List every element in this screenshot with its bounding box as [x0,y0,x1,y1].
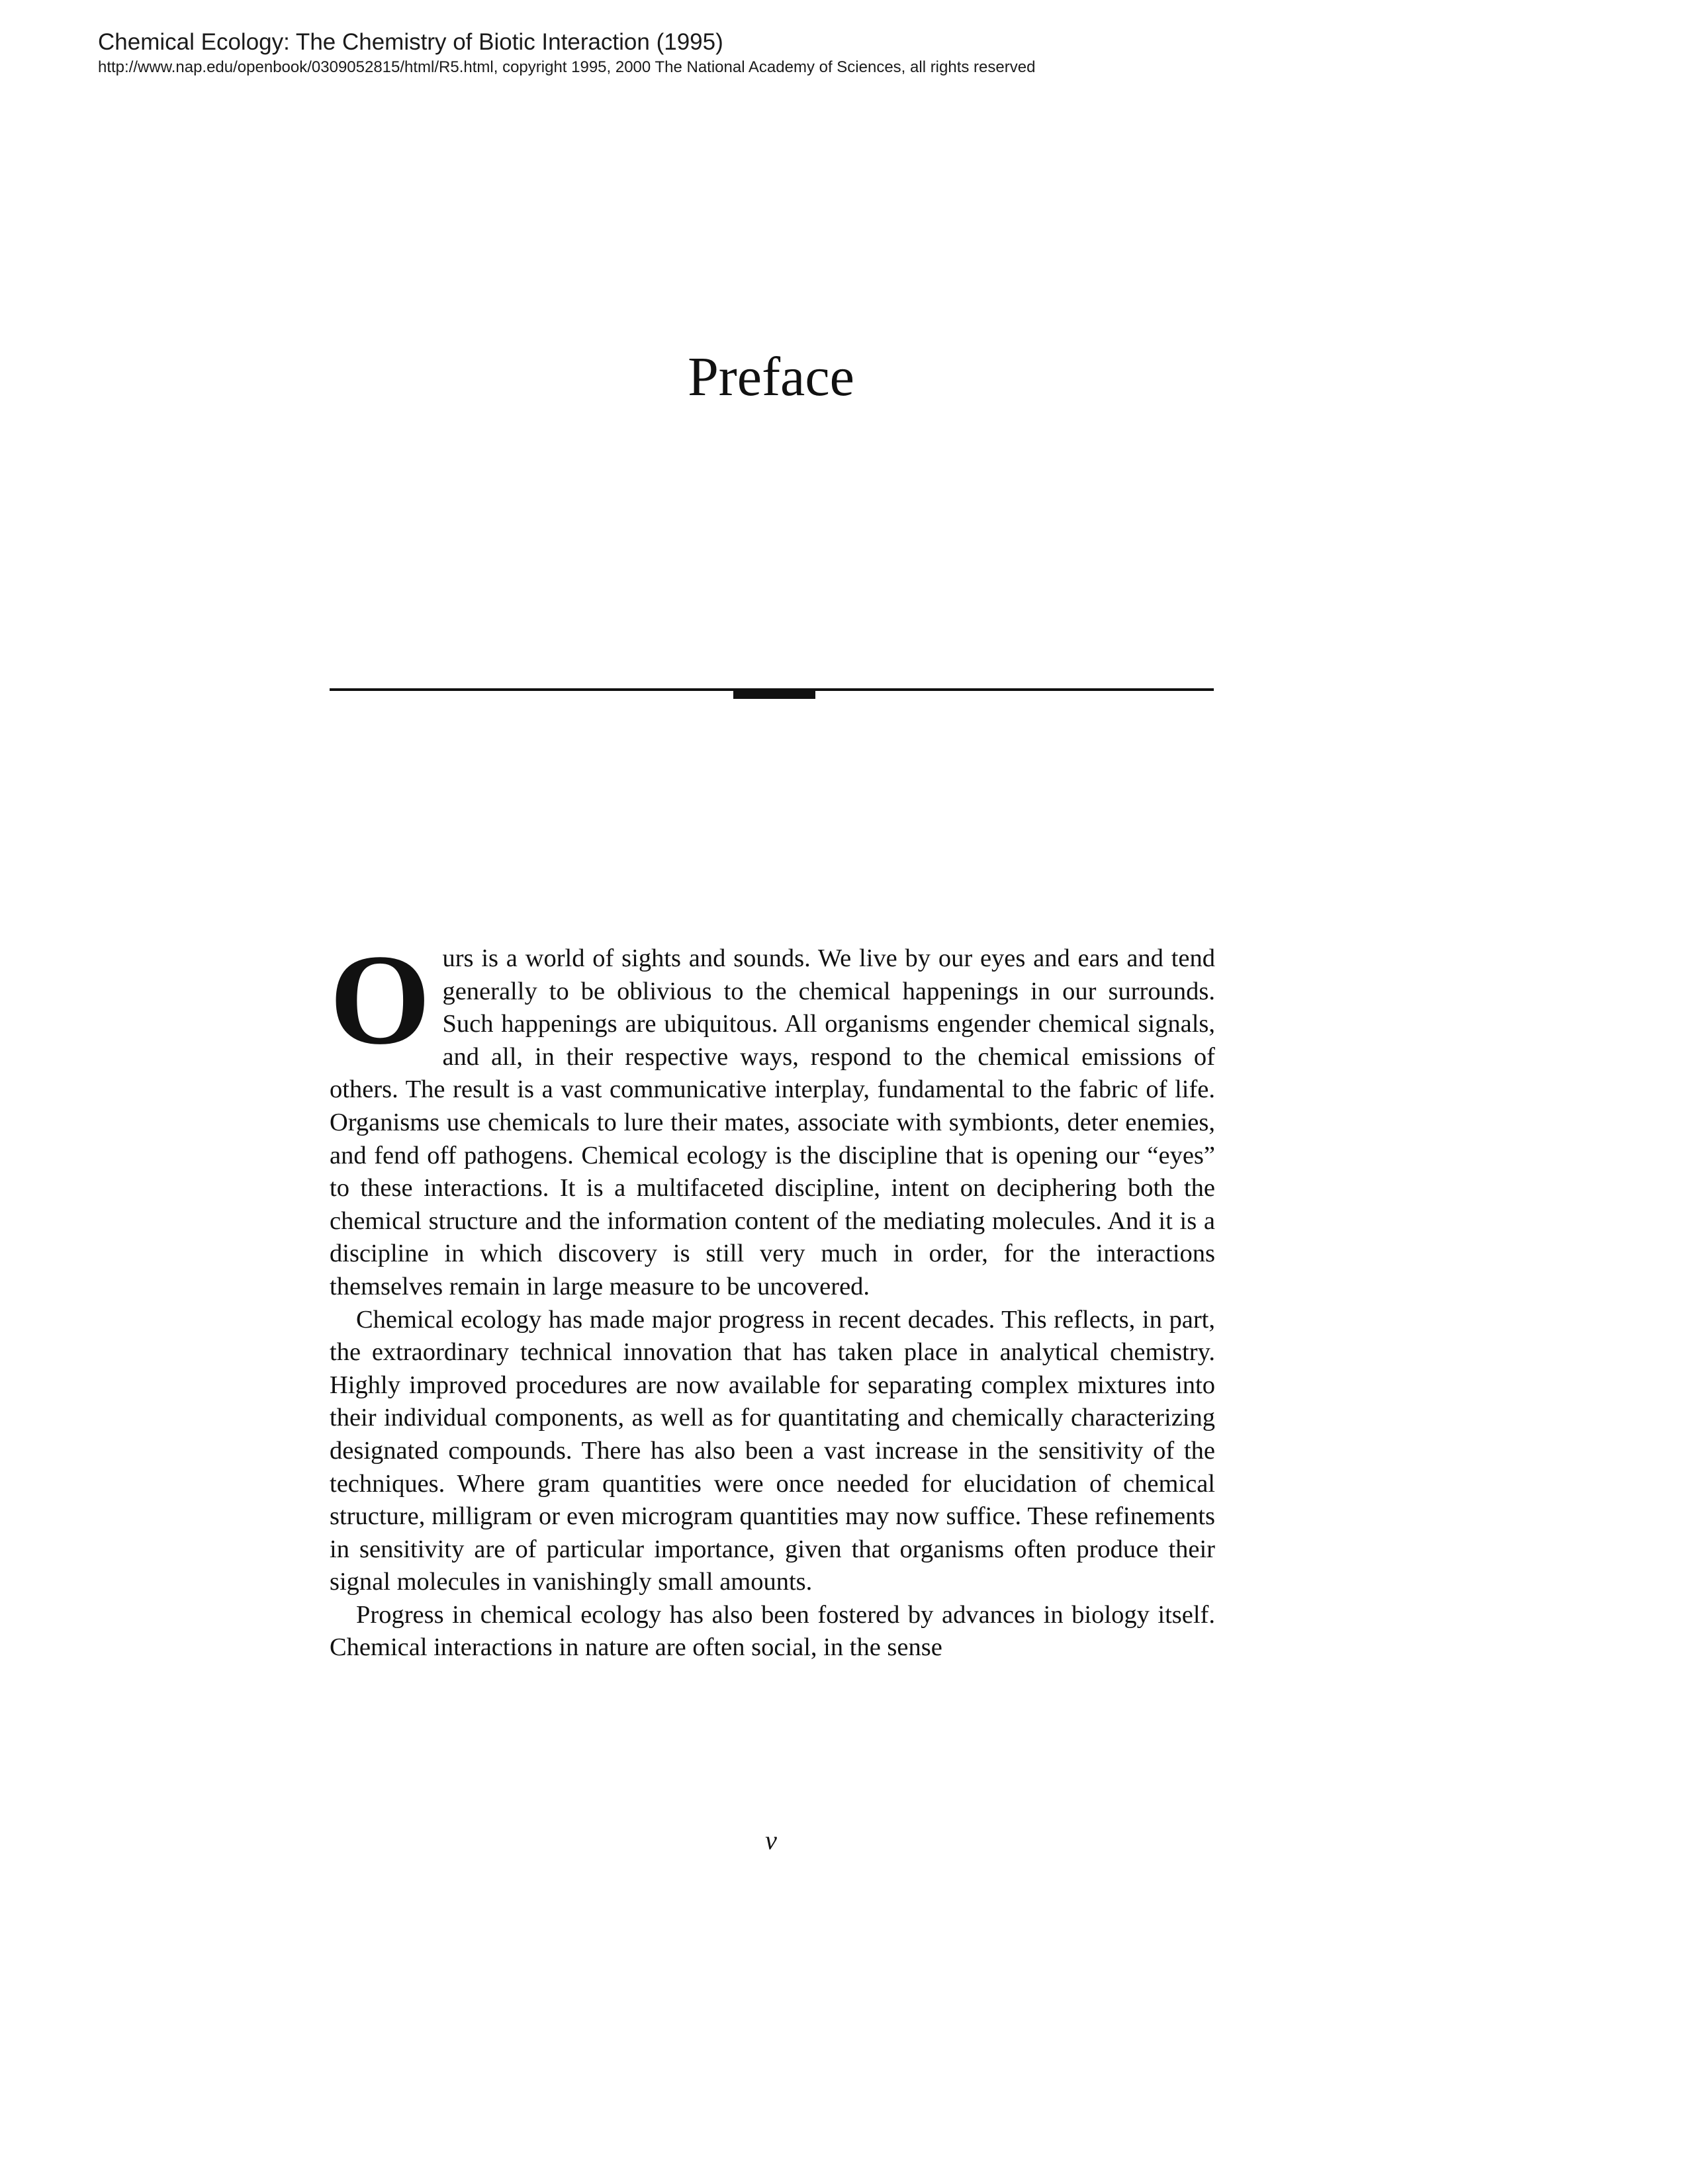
source-header [98,28,1035,78]
drop-cap: O [330,928,431,1071]
divider-center-mark [733,688,815,699]
paragraph-3: Progress in chemical ecology has also been fostered by advances in biology itself. Chemical interactions in nature are often social, in the sense [330,1600,1215,1662]
paragraph-1 [330,928,1215,1304]
page-number: v [765,1825,777,1855]
paragraph-1-text: urs is a world of sights and sounds. We live by our eyes and ears and tend generally to be oblivious to the chemical happenings in our surrounds. Such happenings are ubiquitous. All organisms engender chemical signals, and all, in their respective ways, respond to the chemical emissions of others. The result is a vast communicative interplay, fundamental to the fabric of life. Organisms use chemicals to lure their mates, associate with symbionts, deter enemies, and fend off pathogens. Chemical ecology is the discipline that is opening our “eyes” to these interactions. It is a multifaceted discipline, intent on deciphering both the chemical structure and the information content of the mediating molecules. And it is a discipline in which discovery is still very much in order, for the interactions themselves remain in large measure to be uncovered. [330,944,1215,1300]
book-title-line: Chemical Ecology: The Chemistry of Biotic Interaction (1995) [98,29,723,55]
paragraph-2: Chemical ecology has made major progress in recent decades. This reflects, in part, the extraordinary technical innovation that has taken place in analytical chemistry. Highly improved procedures are now available for separating complex mixtures into their individual components, as well as for quantitating and chemically characterizing designated compounds. There has also been a vast increase in the sensitivity of the techniques. Where gram quantities were once needed for elucidation of chemical structure, milligram or even microgram quantities may now suffice. These refinements in sensitivity are of particular importance, given that organisms often produce their signal molecules in vanishingly small amounts. [330,1305,1215,1596]
page-title: Preface [688,346,854,408]
source-url-line: http://www.nap.edu/openbook/0309052815/html/R5.html, copyright 1995, 2000 The National Academy of Sciences, all rights reserved [98,58,1036,76]
preface-body [330,928,1215,1664]
